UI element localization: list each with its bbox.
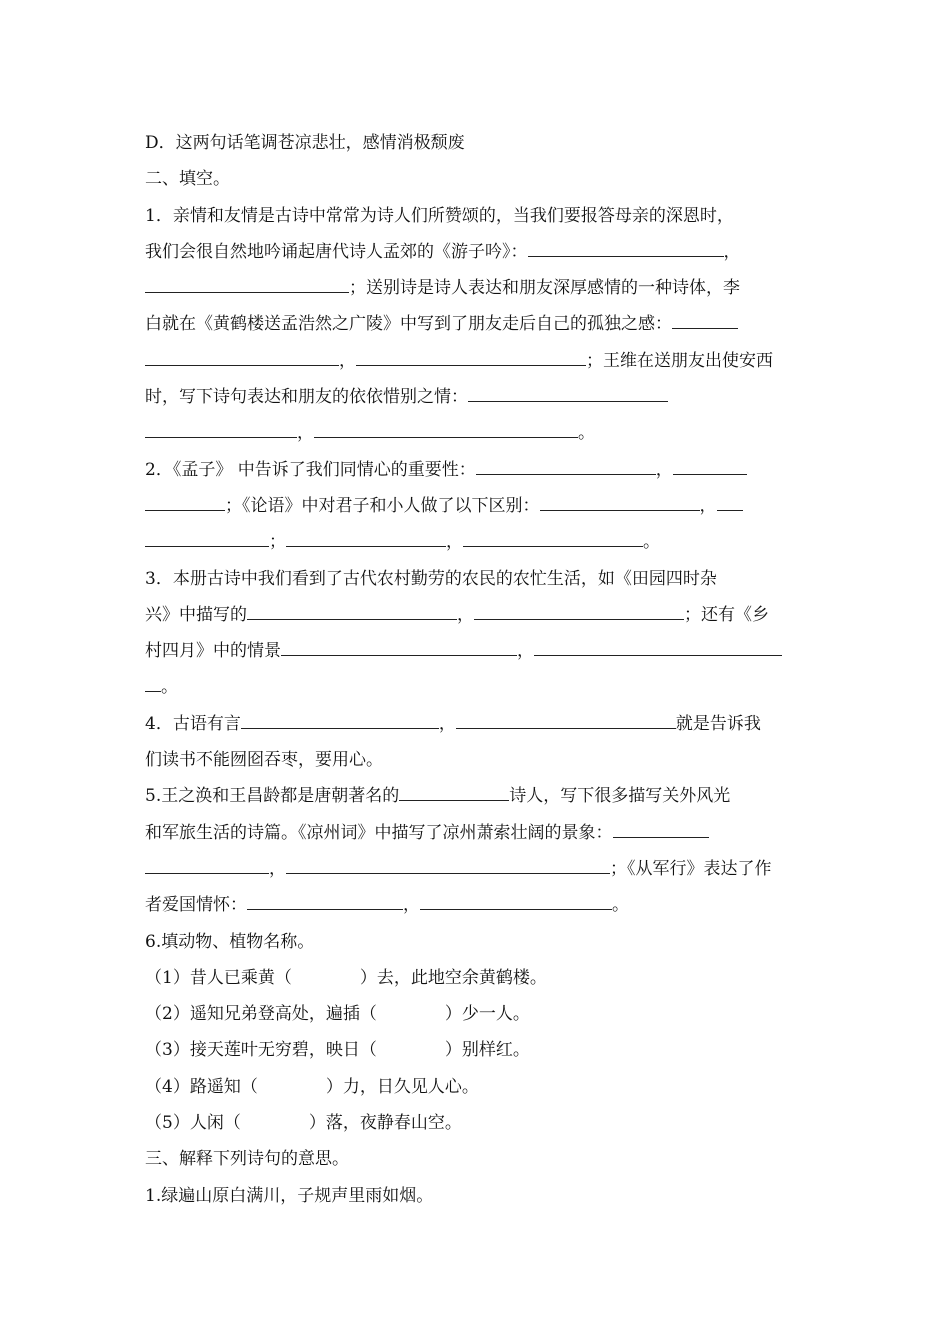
answer-blank[interactable] [247, 597, 457, 620]
q1-line-3: ；送别诗是诗人表达和朋友深厚感情的一种诗体，李 [145, 270, 807, 306]
answer-blank[interactable] [247, 887, 403, 910]
q3-line-2: 兴》中描写的 ， ；还有《乡 [145, 597, 807, 633]
q2-line-1: 2．《孟子》 中告诉了我们同情心的重要性： ， [145, 452, 807, 488]
answer-blank[interactable] [420, 887, 612, 910]
q6-item-3: （3）接天莲叶无穷碧，映日（ ）别样红。 [145, 1040, 530, 1061]
worksheet-page [145, 125, 807, 1214]
answer-blank[interactable] [540, 488, 700, 511]
q2-line-2: ；《论语》中对君子和小人做了以下区别： ， [145, 488, 807, 524]
answer-blank[interactable] [399, 778, 509, 801]
answer-blank[interactable] [356, 343, 586, 366]
answer-blank[interactable] [476, 452, 656, 475]
q6-item-4: （4）路遥知（ ）力，日久见人心。 [145, 1076, 479, 1097]
section-two-heading: 二、填空。 [145, 169, 230, 190]
q5-line-1: 5.王之涣和王昌龄都是唐朝著名的 诗人，写下很多描写关外风光 [145, 778, 807, 814]
q6-item-2: （2）遥知兄弟登高处，遍插（ ）少一人。 [145, 1004, 530, 1025]
q6-item-5: （5）人闲（ ）落，夜静春山空。 [145, 1113, 462, 1134]
q5-line-2: 和军旅生活的诗篇。《凉州词》中描写了凉州萧索壮阔的景象： [145, 815, 807, 851]
answer-blank[interactable] [456, 706, 676, 729]
answer-blank[interactable] [145, 415, 297, 438]
answer-blank[interactable] [534, 633, 782, 656]
answer-blank[interactable] [314, 415, 578, 438]
q1-line-1: 1．亲情和友情是古诗中常常为诗人们所赞颂的，当我们要报答母亲的深恩时， [145, 205, 734, 226]
q4-line-1: 4．古语有言 ， 就是告诉我 [145, 706, 807, 742]
answer-blank[interactable] [145, 488, 225, 511]
q5-line-4: 者爱国情怀： ， 。 [145, 887, 807, 923]
answer-blank[interactable] [672, 306, 738, 329]
answer-blank[interactable] [241, 706, 439, 729]
q2-line-3: ； ， 。 [145, 524, 807, 560]
q4-line-2: 们读书不能囫囵吞枣，要用心。 [145, 750, 383, 771]
answer-blank[interactable] [474, 597, 684, 620]
answer-blank[interactable] [286, 851, 610, 874]
q3-line-3: 村四月》中的情景 ， [145, 633, 807, 669]
answer-blank[interactable] [145, 524, 269, 547]
q3-line-4: 。 [145, 669, 807, 705]
section-three-q1: 1.绿遍山原白满川，子规声里雨如烟。 [145, 1185, 434, 1206]
answer-blank[interactable] [717, 488, 743, 511]
q3-line-1: 3．本册古诗中我们看到了古代农村勤劳的农民的农忙生活，如《田园四时杂 [145, 568, 717, 589]
q1-line-2: 我们会很自然地吟诵起唐代诗人孟郊的《游子吟》： ， [145, 234, 807, 270]
q6-heading: 6.填动物、植物名称。 [145, 931, 315, 952]
answer-blank[interactable] [145, 343, 339, 366]
answer-blank[interactable] [145, 851, 269, 874]
q6-item-1: （1）昔人已乘黄（ ）去，此地空余黄鹤楼。 [145, 967, 547, 988]
answer-blank[interactable] [463, 524, 643, 547]
q1-line-5: ， ；王维在送朋友出使安西 [145, 343, 807, 379]
section-three-heading: 三、解释下列诗句的意思。 [145, 1149, 349, 1170]
answer-blank[interactable] [145, 270, 349, 293]
q1-line-7: ， 。 [145, 415, 807, 451]
answer-blank[interactable] [468, 379, 668, 402]
q5-line-3: ， ；《从军行》表达了作 [145, 851, 807, 887]
q1-line-4: 白就在《黄鹤楼送孟浩然之广陵》中写到了朋友走后自己的孤独之感： [145, 306, 807, 342]
answer-blank[interactable] [673, 452, 747, 475]
option-d: D．这两句话笔调苍凉悲壮，感情消极颓废 [145, 133, 465, 153]
answer-blank[interactable] [281, 633, 517, 656]
q1-line-6: 时，写下诗句表达和朋友的依依惜别之情： [145, 379, 807, 415]
answer-blank[interactable] [145, 669, 161, 692]
answer-blank[interactable] [613, 815, 709, 838]
answer-blank[interactable] [528, 234, 724, 257]
answer-blank[interactable] [286, 524, 446, 547]
